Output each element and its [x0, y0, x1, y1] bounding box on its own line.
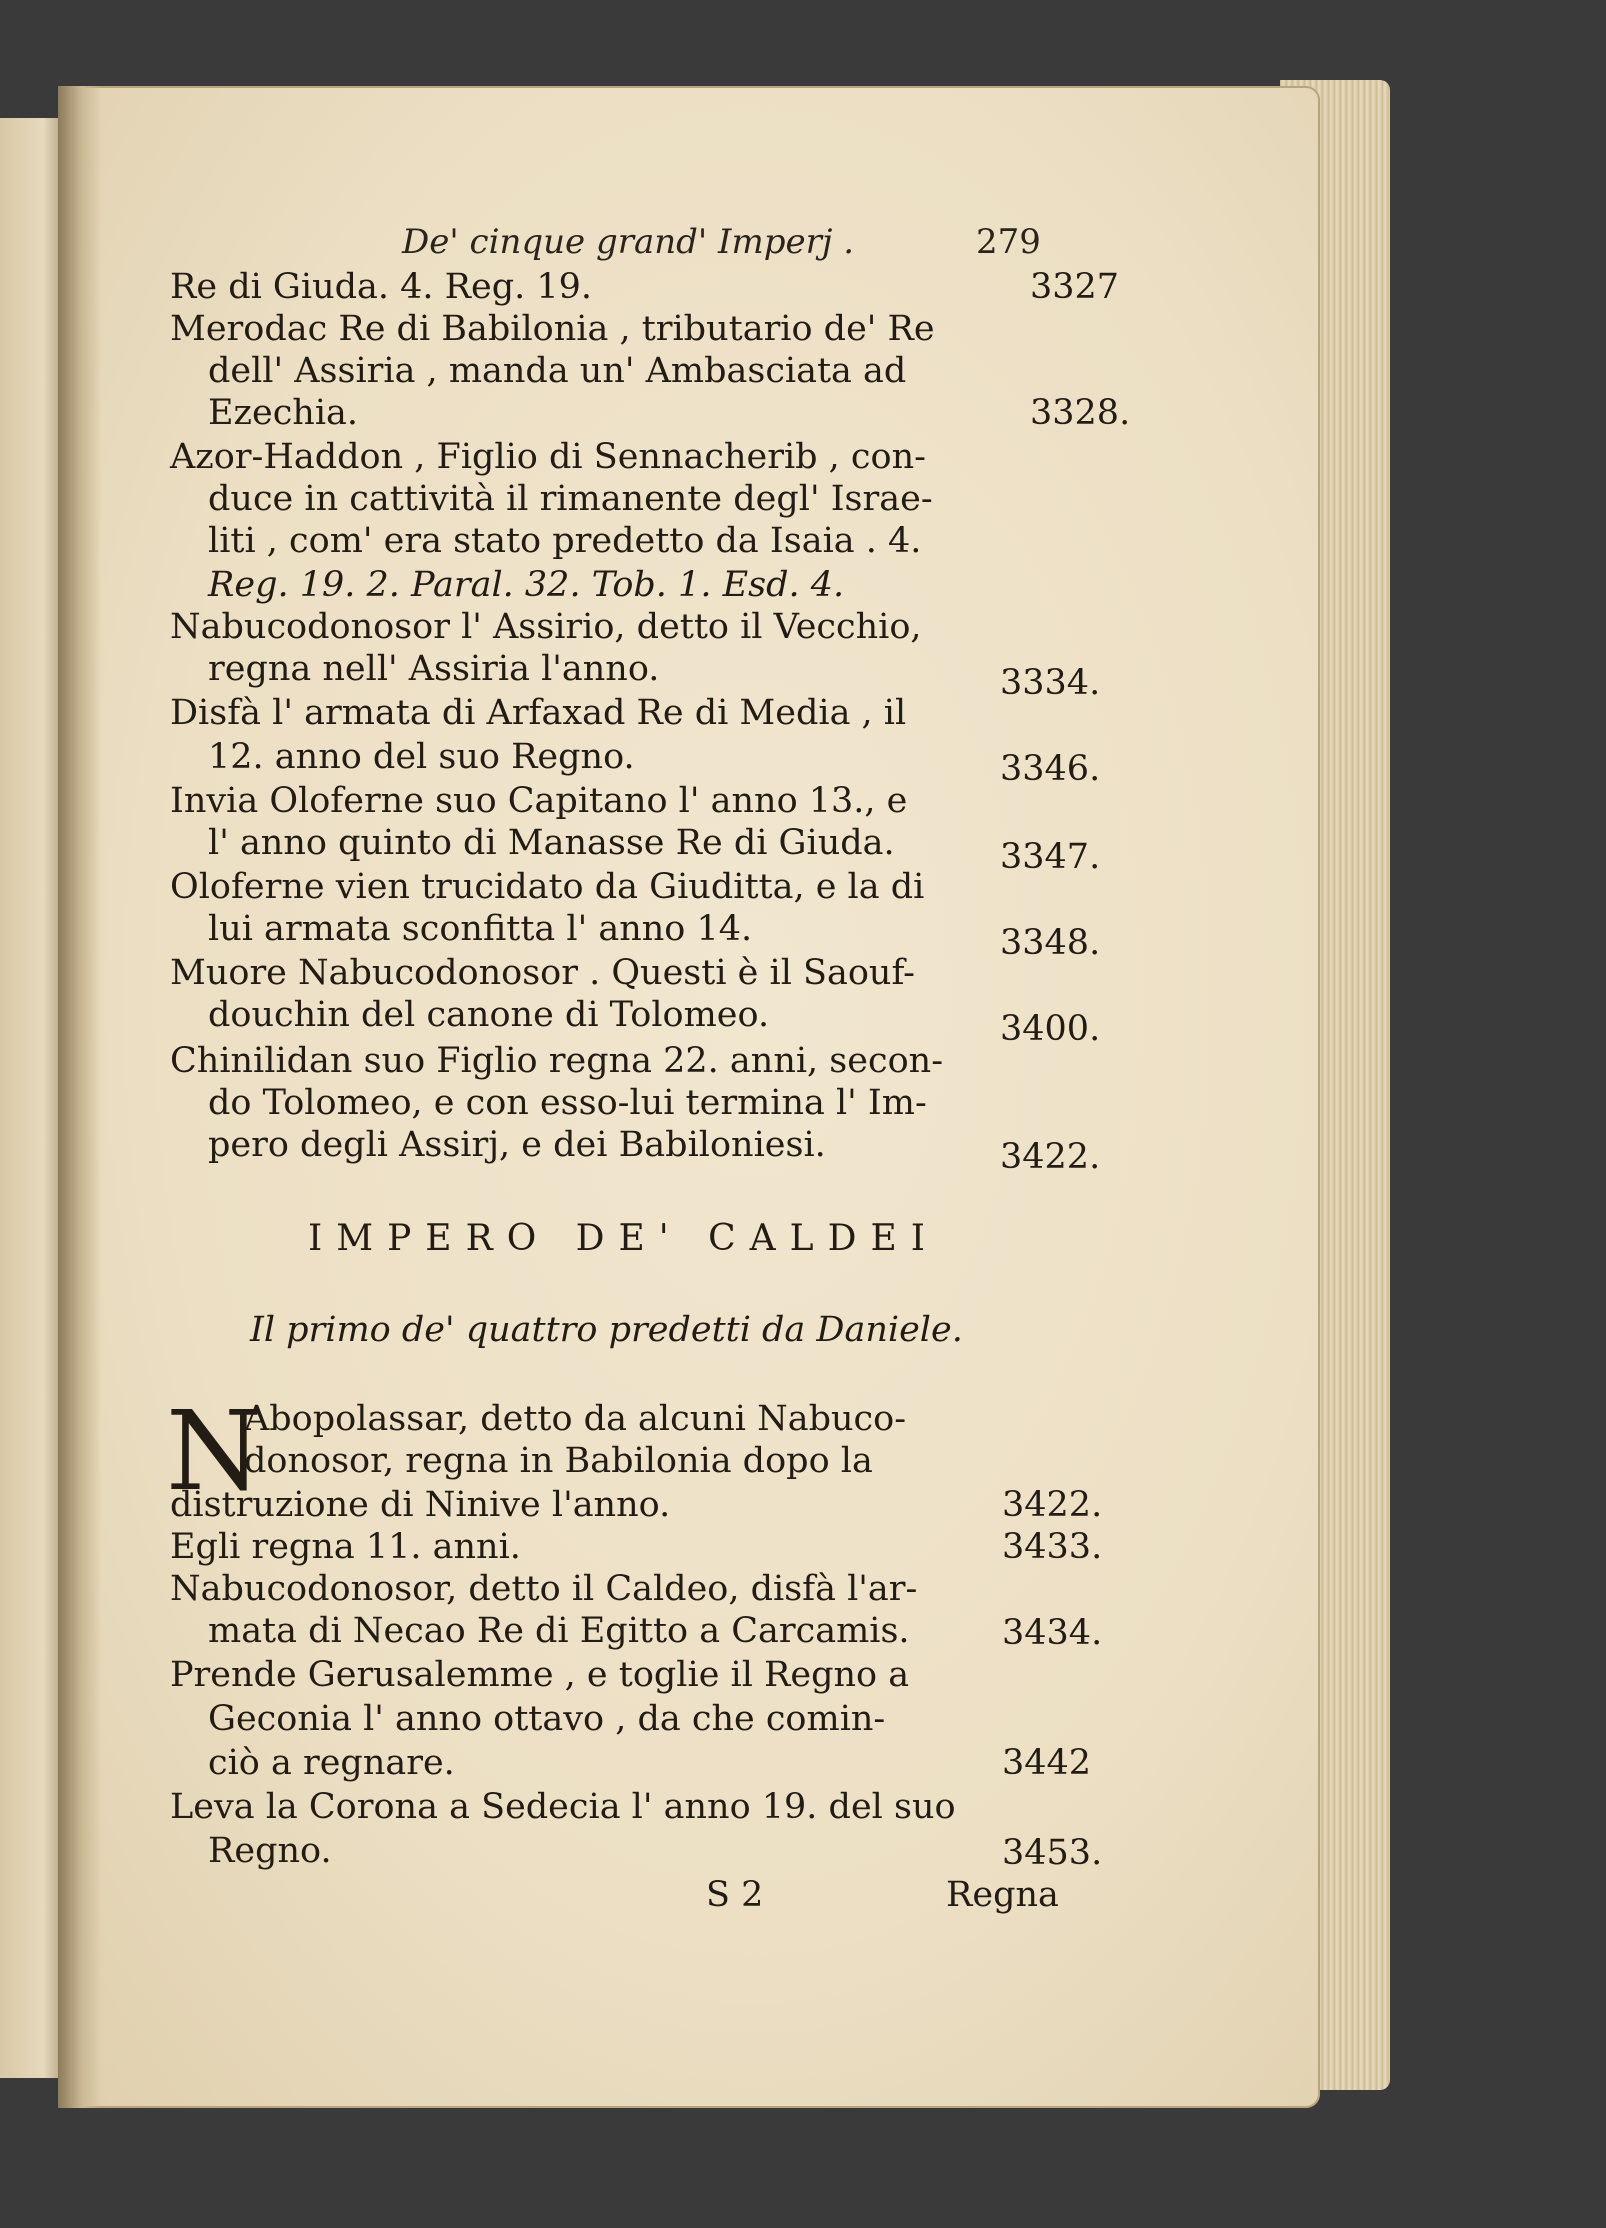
facing-page-edge	[0, 118, 62, 2078]
entry-line: Nabucodonosor, detto il Caldeo, disfà l'ar-	[170, 1569, 918, 1609]
entry-date: 3347.	[1000, 837, 1101, 877]
signature-mark: S 2	[706, 1875, 764, 1915]
entry-date: 3348.	[1000, 923, 1101, 963]
entry-line: Re di Giuda. 4. Reg. 19.	[170, 267, 593, 307]
entry-date: 3334.	[1000, 663, 1101, 703]
entry-date: 3327	[1030, 267, 1120, 307]
entry-line: dell' Assiria , manda un' Ambasciata ad	[208, 351, 907, 391]
entry-line: do Tolomeo, e con esso-lui termina l' Im-	[208, 1083, 927, 1123]
page-gutter	[58, 86, 102, 2108]
entry-line: Chinilidan suo Figlio regna 22. anni, secon-	[170, 1041, 944, 1081]
entry-line: Prende Gerusalemme , e toglie il Regno a	[170, 1655, 910, 1695]
catchword: Regna	[946, 1875, 1059, 1915]
entry-date: 3400.	[1000, 1009, 1101, 1049]
entry-line: l' anno quinto di Manasse Re di Giuda.	[208, 823, 895, 863]
entry-line: 12. anno del suo Regno.	[208, 737, 635, 777]
entry-line: Disfà l' armata di Arfaxad Re di Media , il	[170, 693, 907, 733]
entry-date: 3433.	[1002, 1527, 1103, 1567]
entry-line: Invia Oloferne suo Capitano l' anno 13., e	[170, 781, 908, 821]
entry-line: Reg. 19. 2. Paral. 32. Tob. 1. Esd. 4.	[208, 565, 845, 605]
entry-line: distruzione di Ninive l'anno.	[170, 1485, 671, 1525]
entry-line: regna nell' Assiria l'anno.	[208, 649, 660, 689]
entry-date: 3422.	[1000, 1137, 1101, 1177]
entry-line: Ezechia.	[208, 393, 359, 433]
section-title: IMPERO DE' CALDEI	[308, 1218, 939, 1259]
entry-line: Merodac Re di Babilonia , tributario de' Re	[170, 309, 935, 349]
entry-date: 3422.	[1002, 1485, 1103, 1525]
entry-date: 3434.	[1002, 1613, 1103, 1653]
entry-line: liti , com' era stato predetto da Isaia . 4.	[208, 521, 922, 561]
entry-line: pero degli Assirj, e dei Babiloniesi.	[208, 1125, 826, 1165]
entry-date: 3328.	[1030, 393, 1131, 433]
entry-line: Regno.	[208, 1831, 332, 1871]
entry-line: douchin del canone di Tolomeo.	[208, 995, 770, 1035]
entry-line: Muore Nabucodonosor . Questi è il Saouf-	[170, 953, 915, 993]
entry-line: Nabucodonosor l' Assirio, detto il Vecchio,	[170, 607, 922, 647]
entry-line: Egli regna 11. anni.	[170, 1527, 521, 1567]
section-subtitle: Il primo de' quattro predetti da Daniele.	[250, 1310, 963, 1350]
running-header-title: De' cinque grand' Imperj .	[402, 222, 855, 262]
entry-line: Geconia l' anno ottavo , da che comin-	[208, 1699, 886, 1739]
page-number: 279	[976, 222, 1041, 262]
entry-line: Azor-Haddon , Figlio di Sennacherib , con-	[170, 437, 926, 477]
entry-line: Abopolassar, detto da alcuni Nabuco-	[244, 1399, 907, 1439]
entry-line: Leva la Corona a Sedecia l' anno 19. del suo	[170, 1787, 956, 1827]
entry-line: ciò a regnare.	[208, 1743, 455, 1783]
entry-line: lui armata sconfitta l' anno 14.	[208, 909, 753, 949]
entry-line: Oloferne vien trucidato da Giuditta, e la di	[170, 867, 925, 907]
entry-date: 3442	[1002, 1743, 1092, 1783]
entry-line: mata di Necao Re di Egitto a Carcamis.	[208, 1611, 910, 1651]
drop-cap: N	[166, 1387, 263, 1515]
entry-line: duce in cattività il rimanente degl' Israe-	[208, 479, 933, 519]
entry-line: donosor, regna in Babilonia dopo la	[244, 1441, 873, 1481]
entry-date: 3453.	[1002, 1833, 1103, 1873]
entry-date: 3346.	[1000, 749, 1101, 789]
